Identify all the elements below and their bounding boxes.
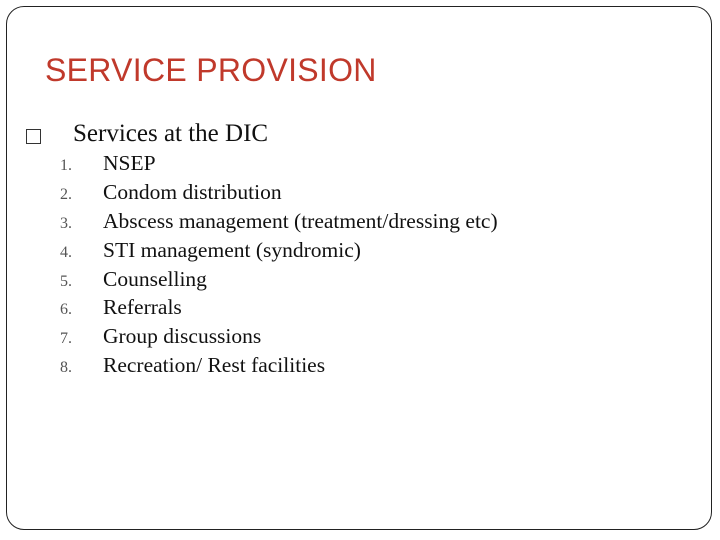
list-item	[60, 353, 498, 382]
list-item-number: 1.	[60, 157, 72, 174]
list-item-number: 8.	[60, 359, 72, 377]
list-item	[60, 238, 498, 267]
bullet-text: Services at the DIC	[73, 120, 269, 147]
list-item-text: NSEP	[103, 151, 156, 175]
list-item	[60, 209, 498, 238]
list-item-number: 5.	[60, 272, 72, 290]
numbered-list	[60, 151, 498, 382]
list-item	[60, 295, 498, 324]
list-item-number: 7.	[60, 330, 72, 348]
list-item	[60, 324, 498, 353]
list-item-text: STI management (syndromic)	[103, 237, 361, 262]
list-item-text: Abscess management (treatment/dressing etc)	[103, 208, 498, 233]
list-item-text: Group discussions	[103, 324, 262, 349]
list-item-text: Recreation/ Rest facilities	[103, 353, 326, 378]
bullet-item	[26, 120, 268, 148]
list-item	[60, 180, 498, 209]
list-item-number: 2.	[60, 185, 72, 203]
list-item-number: 6.	[60, 301, 72, 319]
checkbox-bullet-icon	[26, 129, 41, 144]
list-item-text: Referrals	[103, 295, 182, 320]
list-item	[60, 151, 498, 180]
list-item-number: 4.	[60, 243, 72, 261]
list-item-text: Condom distribution	[103, 179, 282, 204]
slide-title: SERVICE PROVISION	[45, 52, 377, 88]
list-item-number: 3.	[60, 214, 72, 232]
list-item	[60, 267, 498, 296]
list-item-text: Counselling	[103, 266, 207, 291]
